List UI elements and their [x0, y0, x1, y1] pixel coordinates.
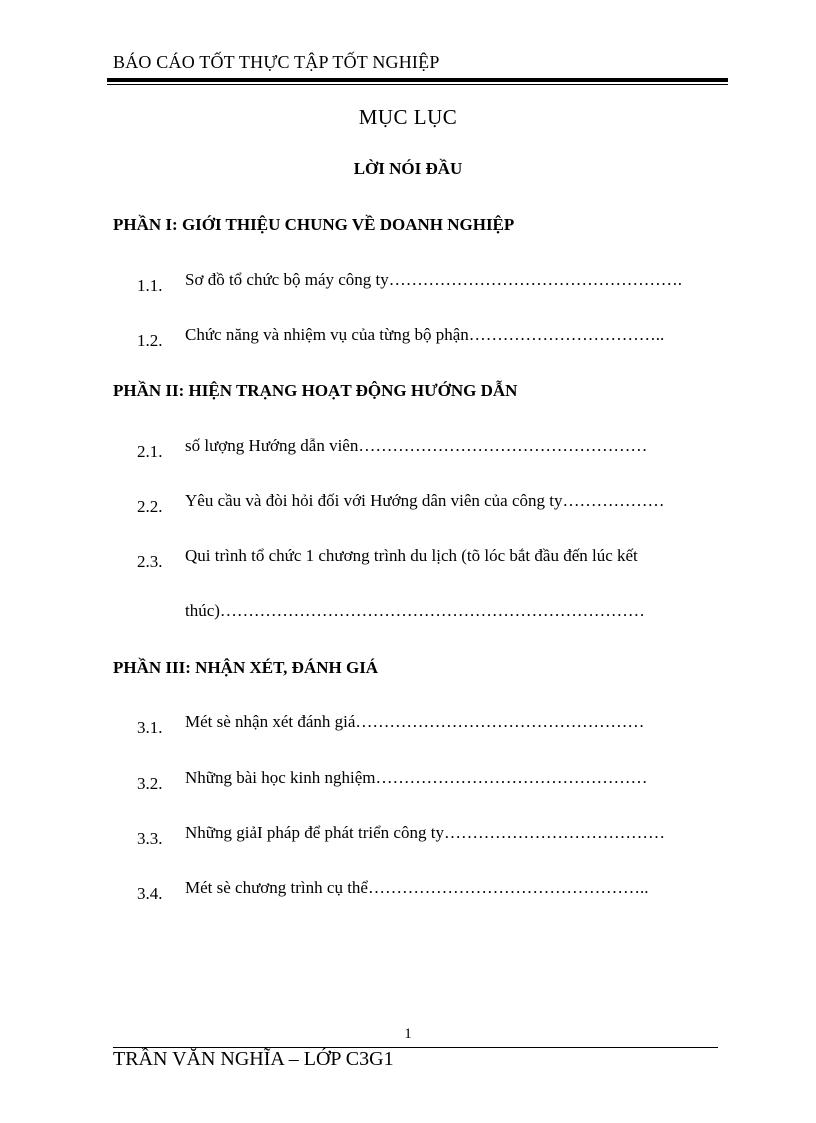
running-footer: TRẦN VĂN NGHĨA – LỚP C3G1	[113, 1048, 394, 1070]
toc-entry-continuation: thúc)…………………………………………………………………	[185, 601, 645, 620]
toc-part-1-title: PHẦN I: GIỚI THIỆU CHUNG VỀ DOANH NGHIỆP	[113, 215, 515, 234]
page-number: 1	[404, 1026, 412, 1042]
toc-entry-number: 2.2.	[137, 497, 163, 516]
toc-entry-text: số lượng Hướng dẫn viên……………………………………………	[185, 436, 648, 455]
toc-entry-number: 1.2.	[137, 331, 163, 350]
toc-entry-number: 3.3.	[137, 829, 163, 848]
toc-entry-text: Chức năng và nhiệm vụ của từng bộ phận……………………………..	[185, 325, 665, 344]
toc-entry-text: Qui trình tổ chức 1 chương trình du lịch (tõ lóc bắt đầu đến lúc kết	[185, 546, 638, 565]
toc-entry-number: 3.1.	[137, 718, 163, 737]
toc-title: MỤC LỤC	[358, 105, 458, 129]
toc-entry-text: Những giảI pháp để phát triển công ty…………………………………	[185, 823, 665, 842]
toc-entry-text: Mét sè chương trình cụ thể…………………………………………..	[185, 878, 649, 897]
toc-entry-number: 2.3.	[137, 552, 163, 571]
toc-entry-number: 3.2.	[137, 774, 163, 793]
toc-part-3-title: PHẦN III: NHẬN XÉT, ĐÁNH GIÁ	[113, 658, 379, 677]
toc-entry-text: Sơ đồ tổ chức bộ máy công ty…………………………………………….	[185, 270, 683, 289]
toc-entry-number: 2.1.	[137, 442, 163, 461]
toc-entry-number: 3.4.	[137, 884, 163, 903]
toc-part-2-title: PHẦN II: HIỆN TRẠNG HOẠT ĐỘNG HƯỚNG DẪN	[113, 381, 518, 400]
toc-preface: LỜI NÓI ĐẦU	[353, 159, 463, 178]
toc-entry-text: Những bài học kinh nghiệm…………………………………………	[185, 768, 648, 787]
toc-entry-text: Mét sè nhận xét đánh giá……………………………………………	[185, 712, 645, 731]
toc-entry-number: 1.1.	[137, 276, 163, 295]
running-header: BÁO CÁO TỐT THỰC TẬP TỐT NGHIỆP	[113, 52, 440, 72]
header-rule-thick	[107, 78, 728, 82]
header-rule-thin	[107, 84, 728, 85]
toc-entry-text: Yêu cầu và đòi hỏi đối với Hướng dân viên của công ty………………	[185, 491, 665, 510]
